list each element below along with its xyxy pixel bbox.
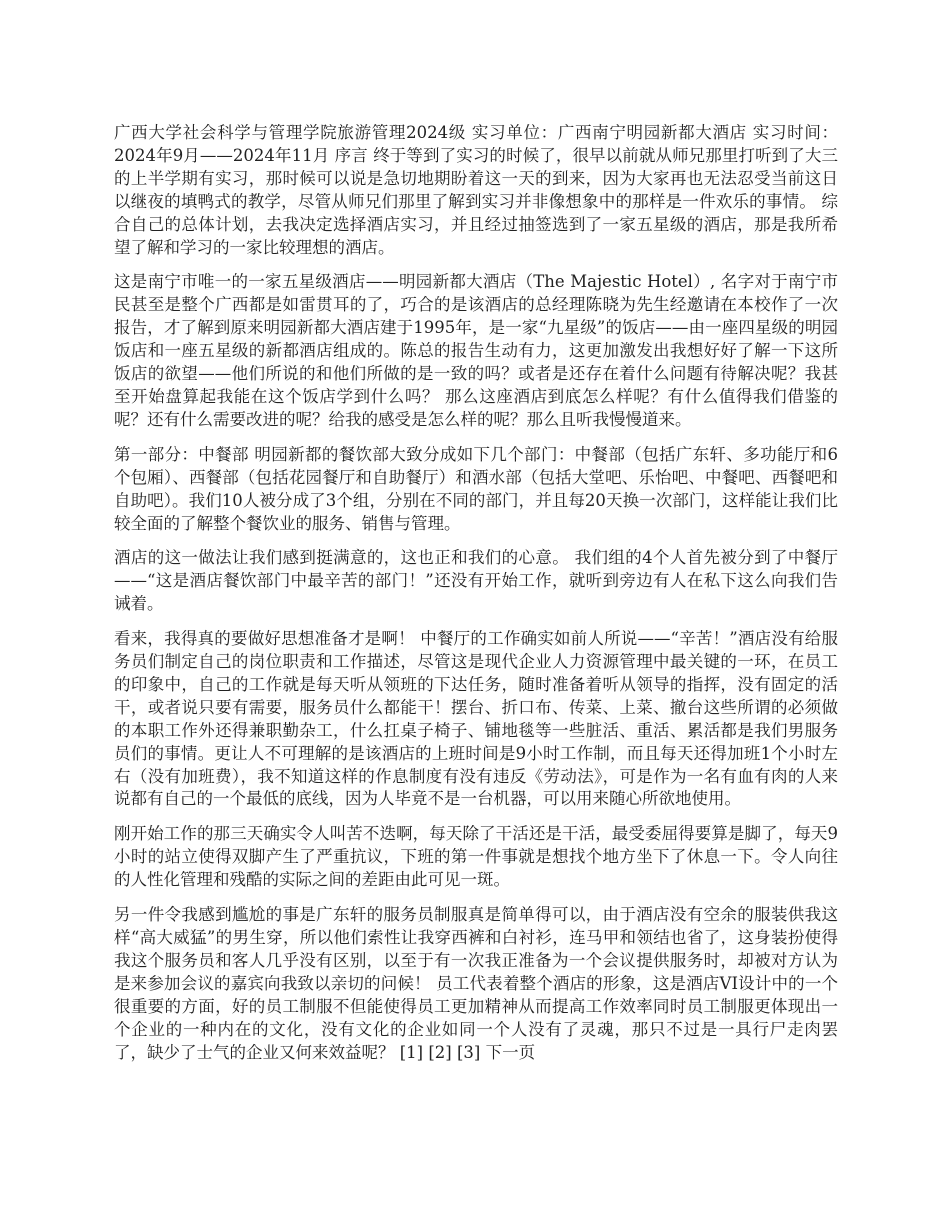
paragraph-hotel-overview: 这是南宁市唯一的一家五星级酒店——明园新都大酒店（The Majestic Hotel）, 名字对于南宁市民甚至是整个广西都是如雷贯耳的了，巧合的是该酒店的总经理陈晓为先生经邀请在本校作了一次报告，才了解到原来明园新都大酒店建于1995年，是一家“九星级”的饭店——由一座四星级的明园饭店和一座五星级的新都酒店组成的。陈总的报告生动有力，这更加激发出我想好好了解一下这所饭店的欲望——他们所说的和他们所做的是一致的吗？或者是还存在着什么问题有待解决呢？我甚至开始盘算起我能在这个饭店学到什么吗？ 那么这座酒店到底怎么样呢？有什么值得我们借鉴的呢？还有什么需要改进的呢？给我的感受是怎么样的呢？那么且听我慢慢道来。 [114, 272, 838, 429]
page-link-1[interactable]: [1] [399, 1042, 424, 1062]
paragraph-uniform-text: 另一件令我感到尴尬的事是广东轩的服务员制服真是简单得可以，由于酒店没有空余的服装供我这样“高大威猛”的男生穿，所以他们索性让我穿西裤和白衬衫，连马甲和领结也省了，这身装扮使得我这个服务员和客人几乎没有区别，以至于有一次我正准备为一个会议提供服务时，却被对方认为是来参加会议的嘉宾向我致以亲切的问候！ 员工代表着整个酒店的形象，这是酒店VI设计中的一个很重要的方面，好的员工制服不但能使得员工更加精神从而提高工作效率同时员工制服更体现出一个企业的一种内在的文化，没有文化的企业如同一个人没有了灵魂，那只不过是一具行尸走肉罢了，缺少了士气的企业又何来效益呢？ [114, 905, 838, 1062]
next-page-link[interactable]: 下一页 [485, 1042, 536, 1062]
page-link-3[interactable]: [3] [457, 1042, 481, 1062]
paragraph-intro: 广西大学社会科学与管理学院旅游管理2024级 实习单位：广西南宁明园新都大酒店 实习时间：2024年9月——2024年11月 序言 终于等到了实习的时候了，很早以前就从师兄那里打听到了大三的上半学期有实习，那时候可以说是急切地期盼着这一天的到来，因为大家再也无法忍受当前这日以继夜的填鸭式的教学，尽管从师兄们那里了解到实习并非像想象中的那样是一件欢乐的事情。 综合自己的总体计划，去我决定选择酒店实习，并且经过抽签选到了一家五星级的酒店，那是我所希望了解和学习的一家比较理想的酒店。 [114, 123, 838, 257]
page-link-2[interactable]: [2] [428, 1042, 452, 1062]
article-body [114, 122, 838, 1076]
paragraph-uniform [114, 904, 838, 1064]
paragraph-work-conditions: 看来，我得真的要做好思想准备才是啊！ 中餐厅的工作确实如前人所说——“辛苦！”酒店没有给服务员们制定自己的岗位职责和工作描述，尽管这是现代企业人力资源管理中最关键的一环，在员工的印象中，自己的工作就是每天听从领班的下达任务，随时准备着听从领导的指挥，没有固定的活干，或者说只要有需要，服务员什么都能干！摆台、折口布、传菜、上菜、撤台这些所谓的必须做的本职工作外还得兼职勤杂工，什么扛桌子椅子、铺地毯等一些脏活、重活、累活都是我们男服务员们的事情。更让人不可理解的是该酒店的上班时间是9小时工作制，而且每天还得加班1个小时左右（没有加班费），我不知道这样的作息制度有没有违反《劳动法》，可是作为一名有血有肉的人来说都有自己的一个最低的底线，因为人毕竟不是一台机器，可以用来随心所欲地使用。 [114, 629, 838, 809]
paragraph-first-days: 刚开始工作的那三天确实令人叫苦不迭啊，每天除了干活还是干活，最受委屈得要算是脚了，每天9小时的站立使得双脚产生了严重抗议，下班的第一件事就是想找个地方坐下了休息一下。令人向往的人性化管理和残酷的实际之间的差距由此可见一斑。 [114, 824, 838, 890]
paragraph-chinese-restaurant: 第一部分：中餐部 明园新都的餐饮部大致分成如下几个部门：中餐部（包括广东轩、多功能厅和6个包厢）、西餐部（包括花园餐厅和自助餐厅）和酒水部（包括大堂吧、乐怡吧、中餐吧、西餐吧和自助吧）。我们10人被分成了3个组，分别在不同的部门，并且每20天换一次部门，这样能让我们比较全面的了解整个餐饮业的服务、销售与管理。 [114, 444, 838, 533]
paragraph-team-assignment: 酒店的这一做法让我们感到挺满意的，这也正和我们的心意。 我们组的4个人首先被分到了中餐厅——“这是酒店餐饮部门中最辛苦的部门！”还没有开始工作，就听到旁边有人在私下这么向我们告诫着。 [114, 548, 838, 614]
